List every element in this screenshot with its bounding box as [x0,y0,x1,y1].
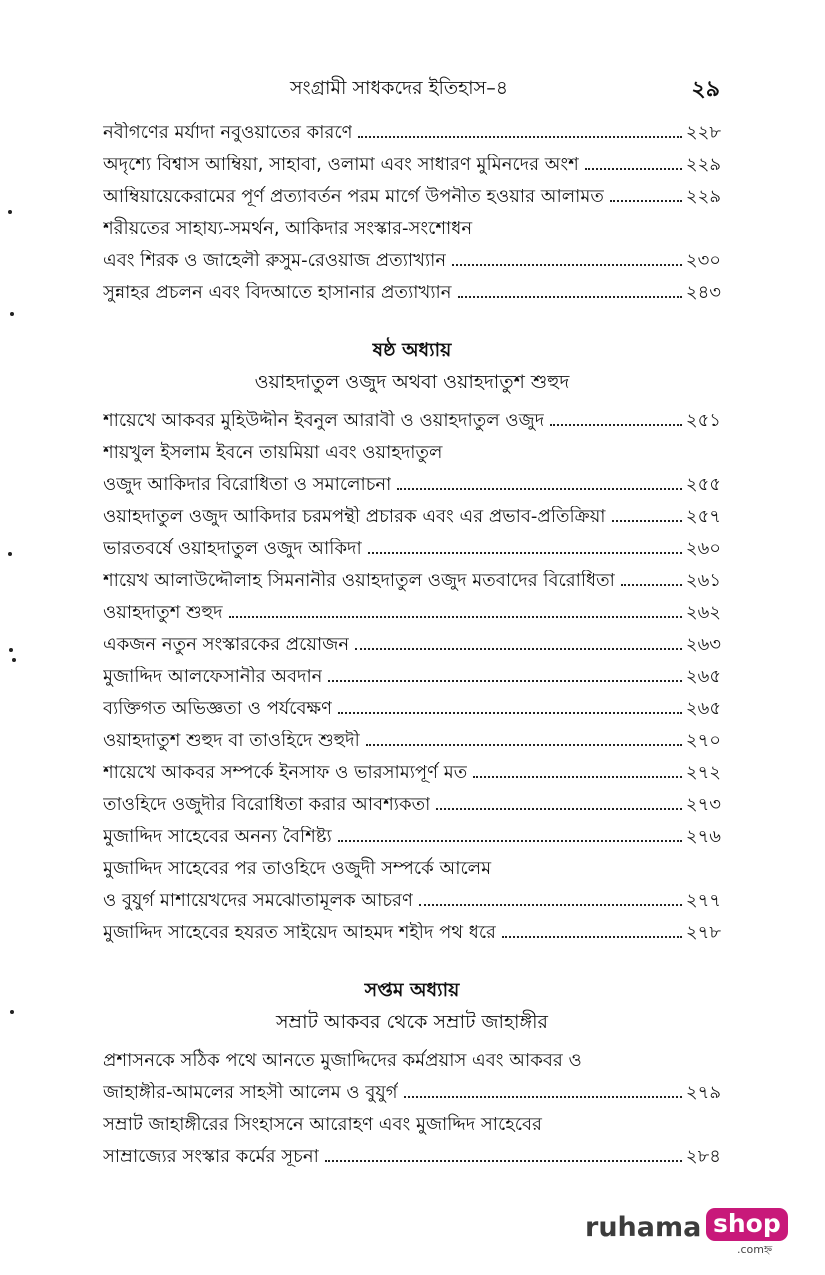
toc-entry-title-line: সম্রাট জাহাঙ্গীরের সিংহাসনে আরোহণ এবং মুজাদ্দিদ সাহেবের [103,1114,542,1136]
toc-entry-title: তাওহিদে ওজুদীর বিরোধিতা করার আবশ্যকতা [103,794,431,816]
toc-entry [103,464,721,496]
toc-entry [103,560,721,592]
toc-entry-title: সুন্নাহর প্রচলন এবং বিদআতে হাসানার প্রত্যাখ্যান [103,282,452,304]
toc-entry-title: ওয়াহদাতুশ শুহুদ বা তাওহিদে শুহুদী [103,730,360,752]
dot-leader [397,488,682,490]
toc-entry-page: ২৬০ [685,538,721,560]
toc-entry-title: মুজাদ্দিদ সাহেবের হযরত সাইয়েদ আহমদ শহীদ পথ ধরে [103,922,496,944]
dot-leader [612,520,682,522]
toc-entry [103,112,721,144]
toc-entry-page: ২৭৮ [685,922,721,944]
toc-entry-page: ২৬৫ [685,666,721,688]
toc-entry [103,400,721,432]
dot-leader [610,200,682,202]
toc-entry-title-line: প্রশাসনকে সঠিক পথে আনতে মুজাদ্দিদের কর্মপ্রয়াস এবং আকবর ও [103,1050,582,1072]
toc-entry-title: শায়েখে আকবর মুহিউদ্দীন ইবনুল আরাবী ও ওয়াহদাতুল ওজুদ [103,410,545,432]
dot-leader [621,584,682,586]
toc-entry-page: ২৬১ [685,570,721,592]
toc-entry-title: নবীগণের মর্যাদা নবুওয়াতের কারণে [103,122,353,144]
toc-entry-title: সাম্রাজ্যের সংস্কার কর্মের সূচনা [103,1146,319,1168]
toc-entry [103,912,721,944]
toc-entry-page: ২৫৭ [685,506,721,528]
toc-entry-page: ২৪৩ [685,282,721,304]
toc-entry [103,176,721,208]
toc-entry-title: শায়েখ আলাউদ্দৌলাহ সিমনানীর ওয়াহদাতুল ওজুদ মতবাদের বিরোধিতা [103,570,615,592]
running-head [0,68,825,108]
toc-entry-page: ২৭৩ [685,794,721,816]
toc-entry-title-line: মুজাদ্দিদ সাহেবের পর তাওহিদে ওজুদী সম্পর্কে আলেম [103,858,492,880]
dot-leader [404,1096,682,1098]
scan-speck [10,1010,14,1014]
toc-entry [103,688,721,720]
toc-entry [103,656,721,688]
toc-entry [103,240,721,272]
toc-entry-title: মুজাদ্দিদ সাহেবের অনন্য বৈশিষ্ট্য [103,826,332,848]
toc-entry [103,720,721,752]
dot-leader [550,424,682,426]
dot-leader [585,168,682,170]
toc-entry-title-line: শরীয়তের সাহায্য-সমর্থন, আকিদার সংস্কার-সংশোধন [103,218,473,240]
dot-leader [358,136,681,138]
dot-leader [328,680,681,682]
dot-leader [436,808,682,810]
chapter-subtitle: সম্রাট আকবর থেকে সম্রাট জাহাঙ্গীর [276,1011,548,1033]
dot-leader [419,904,682,906]
toc-entry-page: ২৭৬ [685,826,721,848]
toc-entry [103,1136,721,1168]
toc-entry-page: ২২৯ [685,186,721,208]
toc-entry-page: ২৬২ [685,602,721,624]
scan-speck [8,210,12,214]
chapter-heading: সপ্তম অধ্যায় [364,979,460,1001]
toc-entry [103,752,721,784]
scan-speck [9,648,13,652]
toc-entry [103,272,721,304]
watermark-brand-left: ruhama [585,1212,702,1243]
toc-entry [103,144,721,176]
running-head-title: সংগ্রামী সাধকদের ইতিহাস–৪ [290,77,509,99]
toc-entry-title: শায়েখে আকবর সম্পর্কে ইনসাফ ও ভারসাম্যপূর্ণ মত [103,762,468,784]
toc-entry-title: ব্যক্তিগত অভিজ্ঞতা ও পর্যবেক্ষণ [103,698,332,720]
toc-entry-title: অদৃশ্যে বিশ্বাস আম্বিয়া, সাহাবা, ওলামা এবং সাধারণ মুমিনদের অংশ [103,154,579,176]
dot-leader [338,712,682,714]
toc-entry-page: ২৫৫ [685,474,721,496]
toc-entry [103,496,721,528]
chapter-subtitle: ওয়াহদাতুল ওজুদ অথবা ওয়াহদাতুশ শুহুদ [254,371,570,393]
toc-entry-page: ২২৮ [685,122,721,144]
toc-entry-page: ২৬৩ [685,634,721,656]
toc-entry [103,1072,721,1104]
scan-speck [12,658,16,662]
toc-entry [103,784,721,816]
toc-entry-title: ও বুযুর্গ মাশায়েখদের সমঝোতামূলক আচরণ [103,890,413,912]
toc-entry-title: ভারতবর্ষে ওয়াহদাতুল ওজুদ আকিদা [103,538,362,560]
scan-speck [10,312,14,316]
dot-leader [355,648,682,650]
watermark-logo [585,1208,785,1254]
toc-entry-title: এবং শিরক ও জাহেলী রুসুম-রেওয়াজ প্রত্যাখ্যান [103,250,447,272]
chapter-heading: ষষ্ঠ অধ্যায় [372,339,452,361]
toc-entry-page: ২৫১ [685,410,721,432]
dot-leader [325,1160,682,1162]
toc-entry-title: ওজুদ আকিদার বিরোধিতা ও সমালোচনা [103,474,392,496]
table-of-contents [103,112,721,1168]
dot-leader [452,264,682,266]
toc-entry-page: ২৭০ [685,730,721,752]
toc-entry-page: ২২৯ [685,154,721,176]
toc-entry-page: ২৬৫ [685,698,721,720]
toc-entry [103,880,721,912]
toc-entry-title: একজন নতুন সংস্কারকের প্রয়োজন [103,634,350,656]
dot-leader [366,744,682,746]
dot-leader [458,296,682,298]
dot-leader [229,616,682,618]
dot-leader [368,552,682,554]
toc-entry-title: ওয়াহদাতুশ শুহুদ [103,602,223,624]
toc-entry-title: ওয়াহদাতুল ওজুদ আকিদার চরমপন্থী প্রচারক এবং এর প্রভাব-প্রতিক্রিয়া [103,506,606,528]
toc-entry-title: জাহাঙ্গীর-আমলের সাহসী আলেম ও বুযুর্গ [103,1082,398,1104]
toc-entry-page: ২৮৪ [685,1146,721,1168]
dot-leader [473,776,682,778]
watermark-brand-right: shop [706,1208,788,1241]
dot-leader [502,936,682,938]
toc-entry-page: ২৭৭ [685,890,721,912]
toc-entry [103,592,721,624]
scan-speck [8,552,12,556]
toc-entry-page: ২৭৯ [685,1082,721,1104]
toc-entry-page: ২৩০ [685,250,721,272]
watermark-suffix: .comহ্ন [737,1243,773,1256]
toc-entry-title: মুজাদ্দিদ আলফেসানীর অবদান [103,666,323,688]
dot-leader [338,840,682,842]
toc-entry [103,624,721,656]
toc-entry [103,816,721,848]
page-number: ২৯ [691,77,720,102]
toc-entry-title-line: শায়খুল ইসলাম ইবনে তায়মিয়া এবং ওয়াহদাতুল [103,442,443,464]
toc-entry [103,528,721,560]
toc-entry-title: আম্বিয়ায়েকেরামের পূর্ণ প্রত্যাবর্তন পরম মার্গে উপনীত হওয়ার আলামত [103,186,604,208]
toc-entry-page: ২৭২ [685,762,721,784]
